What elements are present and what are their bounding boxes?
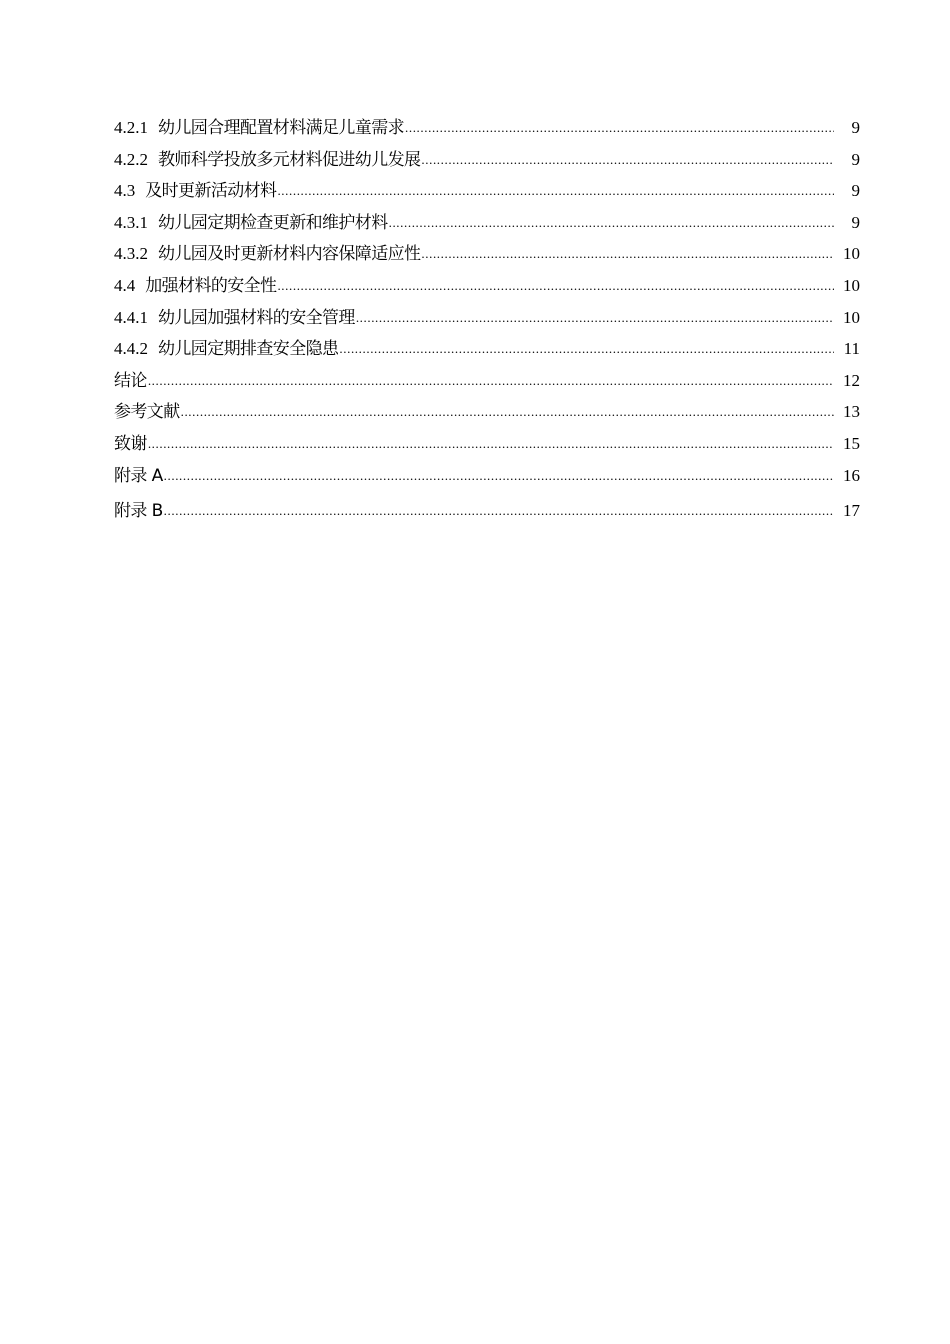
toc-leader-dots [405, 112, 834, 144]
toc-entry-appendix-a[interactable] [114, 460, 860, 492]
toc-entry-page: 9 [851, 149, 860, 169]
toc-leader-dots [389, 207, 834, 239]
toc-entry-title: 幼儿园合理配置材料满足儿童需求 [158, 118, 404, 138]
toc-entry-page: 13 [843, 402, 860, 422]
toc-entry-title: 及时更新活动材料 [145, 181, 277, 202]
toc-entry-page: 9 [851, 181, 860, 201]
toc-entry-page: 10 [843, 244, 860, 264]
toc-entry-page: 11 [843, 339, 860, 359]
toc-leader-dots [356, 302, 834, 334]
toc-entry-number: 4.2.2 [114, 149, 148, 169]
toc-entry-4-4-1[interactable] [114, 302, 860, 334]
toc-entry-conclusion[interactable] [114, 365, 860, 397]
toc-leader-dots [164, 493, 834, 529]
toc-entry-number: 4.3 [114, 181, 136, 201]
toc-entry-title: 参考文献 [114, 402, 180, 423]
toc-entry-title: 幼儿园定期排查安全隐患 [158, 339, 339, 360]
toc-entry-title: 幼儿园定期检查更新和维护材料 [158, 212, 388, 233]
toc-entry-4-3-2[interactable] [114, 238, 860, 270]
toc-entry-page: 10 [843, 307, 860, 327]
table-of-contents [114, 112, 860, 529]
toc-entry-title: 结论 [114, 370, 147, 391]
toc-leader-dots [148, 365, 834, 397]
toc-entry-title: 附录 B [114, 501, 163, 522]
toc-entry-number: 4.2.1 [114, 118, 148, 137]
toc-entry-4-2-2[interactable] [114, 144, 860, 176]
toc-entry-title: 幼儿园加强材料的安全管理 [158, 307, 355, 328]
toc-entry-references[interactable] [114, 396, 860, 428]
toc-entry-title: 附录 A [114, 465, 163, 486]
toc-entry-page: 9 [851, 118, 860, 137]
toc-entry-number: 4.4.2 [114, 339, 148, 359]
toc-leader-dots [181, 396, 834, 428]
toc-entry-4-4-2[interactable] [114, 333, 860, 365]
toc-entry-page: 9 [851, 212, 860, 232]
toc-entry-4-4[interactable] [114, 270, 860, 302]
toc-entry-number: 4.4.1 [114, 307, 148, 327]
toc-entry-page: 17 [843, 501, 860, 521]
toc-entry-4-3[interactable] [114, 175, 860, 207]
toc-entry-4-2-1[interactable] [114, 112, 860, 144]
toc-leader-dots [339, 333, 834, 365]
toc-leader-dots [148, 428, 834, 460]
toc-entry-acknowledgements[interactable] [114, 428, 860, 460]
toc-entry-title: 幼儿园及时更新材料内容保障适应性 [158, 244, 421, 265]
toc-entry-page: 15 [843, 433, 860, 453]
toc-entry-title: 加强材料的安全性 [145, 275, 277, 296]
toc-entry-page: 16 [843, 465, 860, 485]
toc-entry-title: 教师科学投放多元材料促进幼儿发展 [158, 149, 421, 170]
toc-leader-dots [421, 238, 834, 270]
toc-leader-dots [164, 460, 834, 492]
toc-entry-appendix-b[interactable] [114, 493, 860, 529]
toc-entry-number: 4.3.2 [114, 244, 148, 264]
toc-entry-page: 12 [843, 370, 860, 390]
toc-entry-number: 4.3.1 [114, 212, 148, 232]
toc-leader-dots [421, 144, 834, 176]
toc-leader-dots [277, 175, 834, 207]
toc-entry-4-3-1[interactable] [114, 207, 860, 239]
toc-entry-page: 10 [843, 275, 860, 295]
toc-leader-dots [277, 270, 834, 302]
toc-entry-title: 致谢 [114, 433, 147, 454]
toc-entry-number: 4.4 [114, 275, 136, 295]
